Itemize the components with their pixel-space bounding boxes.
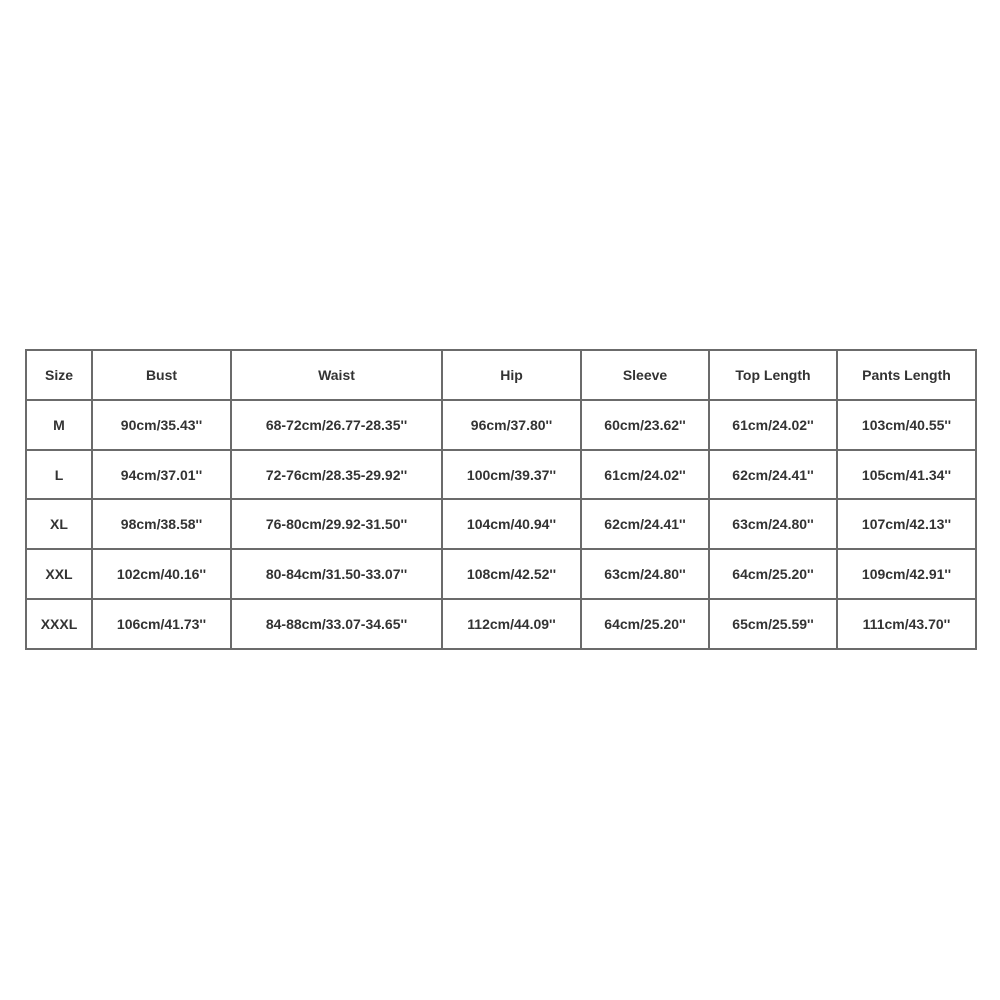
cell-waist: 72-76cm/28.35-29.92'' [231,450,442,500]
header-top-length: Top Length [709,350,837,400]
table-row [26,450,976,500]
table-row [26,400,976,450]
cell-sleeve: 61cm/24.02'' [581,450,709,500]
cell-bust: 90cm/35.43'' [92,400,231,450]
table-header-row [26,350,976,400]
cell-sleeve: 60cm/23.62'' [581,400,709,450]
header-size: Size [26,350,92,400]
table-row [26,499,976,549]
table-row [26,549,976,599]
header-hip: Hip [442,350,581,400]
cell-size: XXXL [26,599,92,649]
cell-size: XL [26,499,92,549]
cell-size: XXL [26,549,92,599]
cell-top-length: 62cm/24.41'' [709,450,837,500]
cell-bust: 94cm/37.01'' [92,450,231,500]
cell-hip: 100cm/39.37'' [442,450,581,500]
cell-pants-length: 109cm/42.91'' [837,549,976,599]
cell-waist: 84-88cm/33.07-34.65'' [231,599,442,649]
cell-top-length: 65cm/25.59'' [709,599,837,649]
cell-bust: 102cm/40.16'' [92,549,231,599]
header-sleeve: Sleeve [581,350,709,400]
cell-sleeve: 64cm/25.20'' [581,599,709,649]
cell-size: M [26,400,92,450]
header-waist: Waist [231,350,442,400]
cell-hip: 108cm/42.52'' [442,549,581,599]
cell-waist: 80-84cm/31.50-33.07'' [231,549,442,599]
header-bust: Bust [92,350,231,400]
cell-top-length: 61cm/24.02'' [709,400,837,450]
cell-pants-length: 111cm/43.70'' [837,599,976,649]
cell-sleeve: 63cm/24.80'' [581,549,709,599]
cell-hip: 96cm/37.80'' [442,400,581,450]
cell-pants-length: 107cm/42.13'' [837,499,976,549]
table-row [26,599,976,649]
cell-hip: 112cm/44.09'' [442,599,581,649]
cell-bust: 106cm/41.73'' [92,599,231,649]
size-chart-table [25,349,977,650]
cell-pants-length: 103cm/40.55'' [837,400,976,450]
cell-top-length: 64cm/25.20'' [709,549,837,599]
cell-hip: 104cm/40.94'' [442,499,581,549]
cell-size: L [26,450,92,500]
cell-waist: 68-72cm/26.77-28.35'' [231,400,442,450]
cell-pants-length: 105cm/41.34'' [837,450,976,500]
cell-top-length: 63cm/24.80'' [709,499,837,549]
cell-waist: 76-80cm/29.92-31.50'' [231,499,442,549]
cell-bust: 98cm/38.58'' [92,499,231,549]
header-pants-length: Pants Length [837,350,976,400]
cell-sleeve: 62cm/24.41'' [581,499,709,549]
